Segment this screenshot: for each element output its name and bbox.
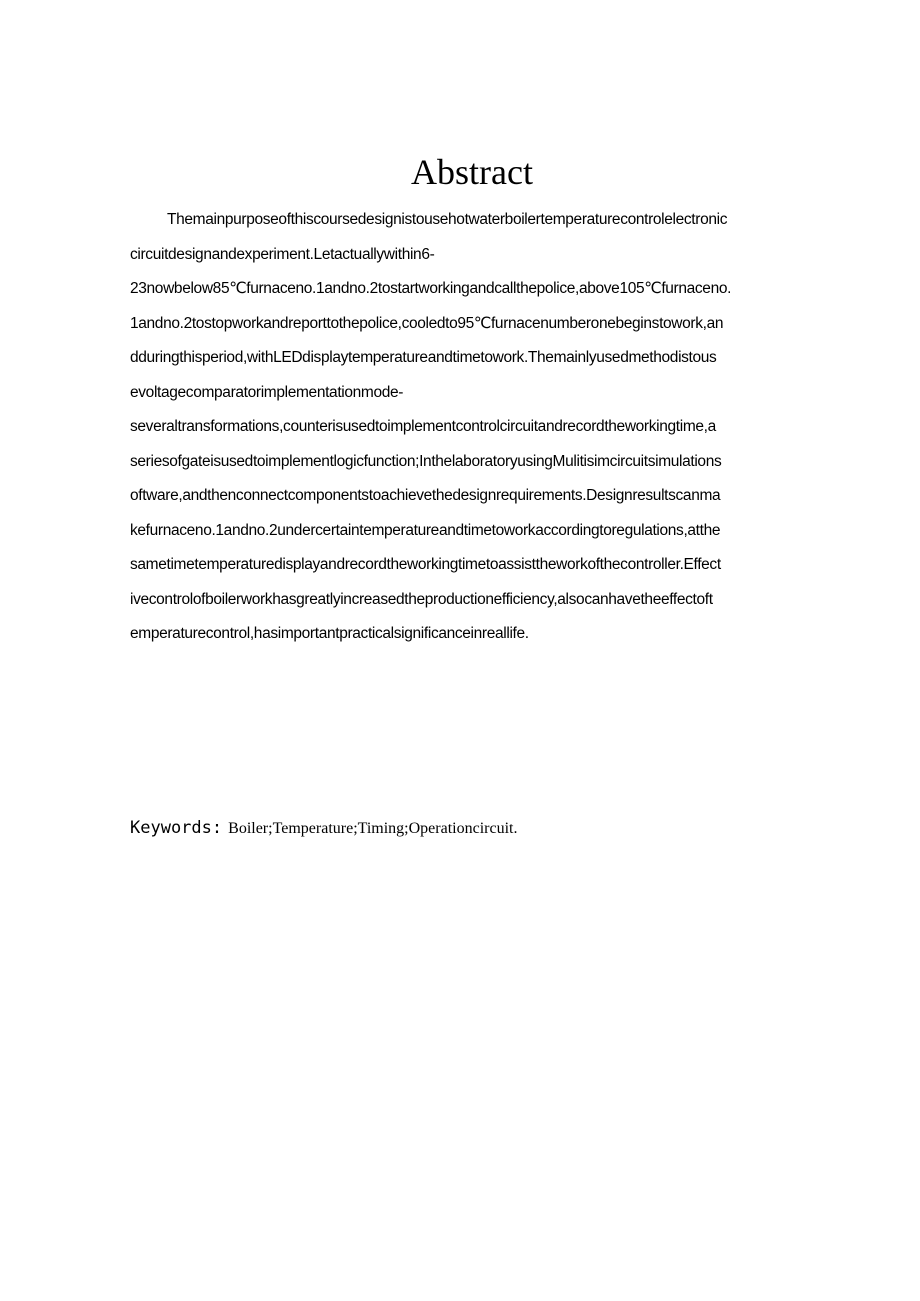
abstract-line: circuitdesignandexperiment.Letactuallywithin6- [130,245,435,263]
abstract-line: evoltagecomparatorimplementationmode- [130,383,404,401]
abstract-line: dduringthisperiod,withLEDdisplaytemperatureandtimetowork.Themainlyusedmethodistous [130,349,717,366]
abstract-line: 1andno.2tostopworkandreporttothepolice,cooledto95℃furnacenumberonebeginstowork,an [130,314,724,332]
abstract-line: oftware,andthenconnectcomponentstoachievethedesignrequirements.Designresultscanma [130,487,721,504]
abstract-body [130,203,820,652]
keywords-text: Boiler;Temperature;Timing;Operationcircuit. [224,820,518,837]
abstract-title: Abstract [411,152,533,192]
abstract-line: emperaturecontrol,hasimportantpracticalsignificanceinreallife. [130,625,529,642]
keywords-label: Keywords [130,818,212,838]
abstract-line: sametimetemperaturedisplayandrecordtheworkingtimetoassisttheworkofthecontroller.Effect [130,556,721,573]
keywords-colon: : [211,818,223,838]
abstract-line: severaltransformations,counterisusedtoimplementcontrolcircuitandrecordtheworkingtime,a [130,418,716,435]
abstract-line: Themainpurposeofthiscoursedesignistousehotwaterboilertemperaturecontrolelectronic [167,211,728,228]
abstract-line: ivecontrolofboilerworkhasgreatlyincreasedtheproductionefficiency,alsocanhavetheeffectoft [130,590,713,608]
abstract-line: 23nowbelow85℃furnaceno.1andno.2tostartworkingandcallthepolice,above105℃furnaceno. [130,280,732,297]
keywords-line [130,818,830,838]
abstract-line: kefurnaceno.1andno.2undercertaintemperatureandtimetoworkaccordingtoregulations,atthe [130,521,721,539]
abstract-line: seriesofgateisusedtoimplementlogicfunction;InthelaboratoryusingMulitisimcircuitsimulations [130,452,722,470]
